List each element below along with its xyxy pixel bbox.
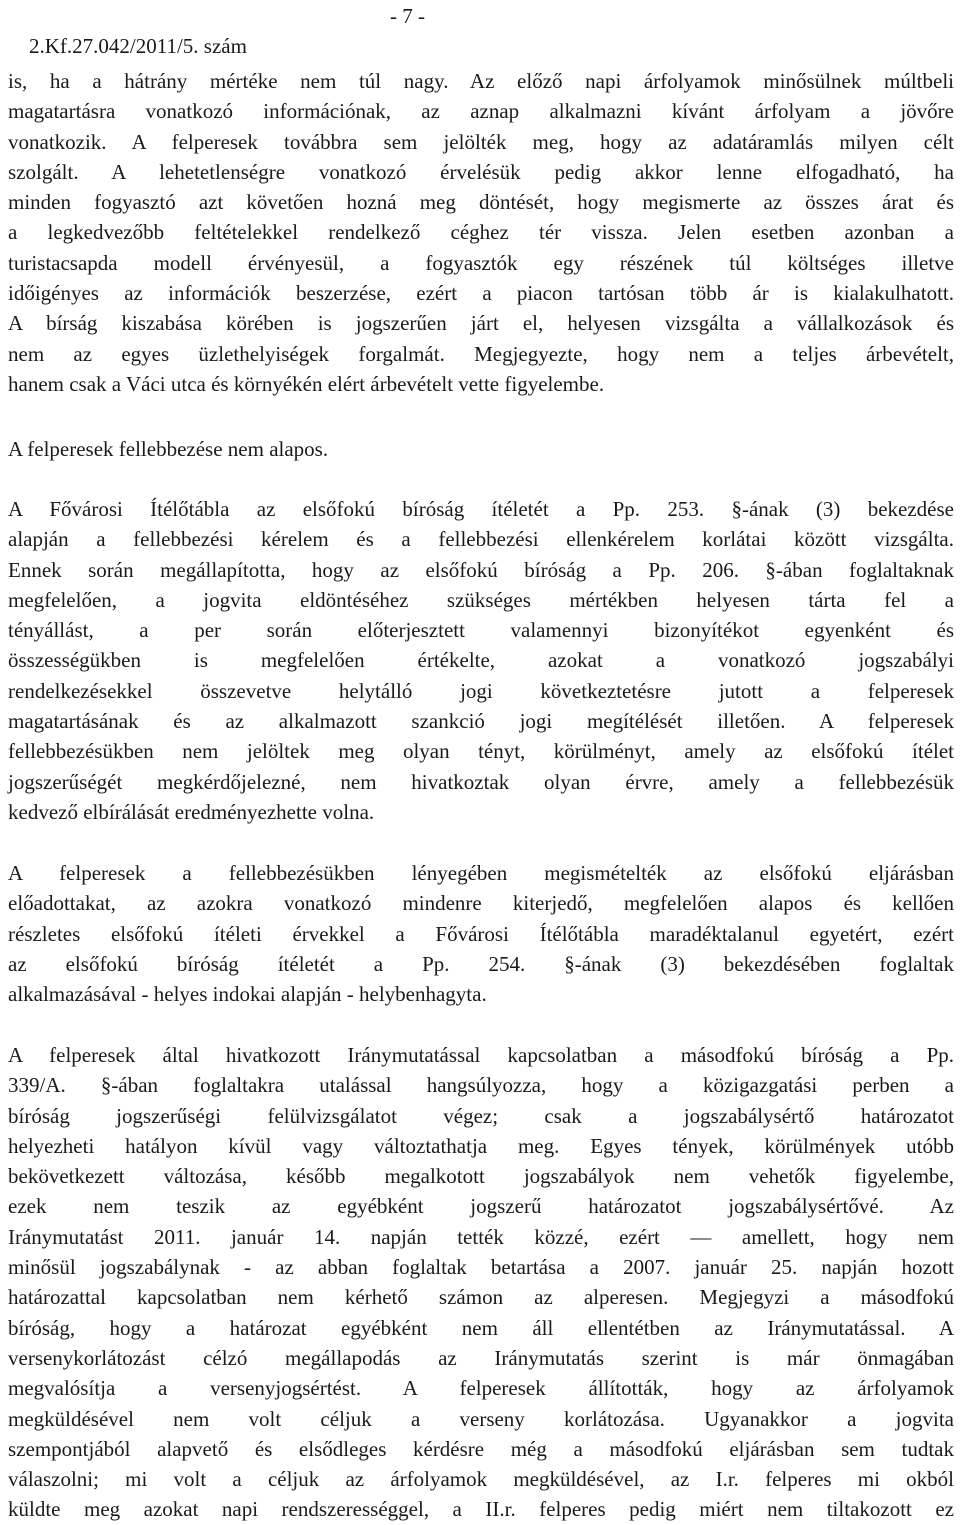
paragraph-4 [8,858,954,1009]
text-line: alkalmazásával - helyes indokai alapján - helybenhagyta. [8,982,487,1007]
text-line: A bírság kiszabása körében is jogszerűen járt el, helyesen vizsgálta a vállalkozások és [8,311,954,336]
text-line: megvalósítja a versenyjogsértést. A felperesek állították, hogy az árfolyamok [8,1376,954,1401]
text-line: fellebbezésükben nem jelöltek meg olyan tényt, körülményt, amely az elsőfokú ítélet [8,739,954,764]
text-line: versenykorlátozást célzó megállapodás az Iránymutatás szerint is már önmagában [8,1345,954,1370]
text-line: részletes elsőfokú ítéleti érvekkel a Fővárosi Ítélőtábla maradéktalanul egyetért, ezért [8,921,954,946]
case-reference: 2.Kf.27.042/2011/5. szám [29,34,247,58]
text-line: Ennek során megállapította, hogy az elsőfokú bíróság a Pp. 206. §-ában foglaltaknak [8,557,954,582]
text-line: szempontjából alapvető és elsődleges kérdésre még a másodfokú eljárásban sem tudtak [8,1436,954,1461]
text-line: jogszerűségét megkérdőjelezné, nem hivatkoztak olyan érvre, amely a fellebbezésük [8,769,954,794]
text-line: minősül jogszabálynak - az abban foglaltak betartása a 2007. január 25. napján hozott [8,1255,954,1280]
text-line: A felperesek által hivatkozott Iránymutatással kapcsolatban a másodfokú bíróság a Pp. [8,1043,954,1067]
text-line: ezek nem teszik az egyébként jogszerű határozatot jogszabálysértővé. Az [8,1194,954,1219]
text-line: magatartásra vonatkozó információnak, az aznap alkalmazni kívánt árfolyam a jövőre [8,99,954,124]
text-line: határozattal kapcsolatban nem kérhető számon az alperesen. Megjegyzi a másodfokú [8,1285,954,1310]
text-line: kedvező elbírálását eredményezhette volna. [8,799,375,824]
text-line: megküldésével nem volt céljuk a verseny korlátozása. Ugyanakkor a jogvita [8,1406,954,1431]
text-line: időigényes az információk beszerzése, ezért a piacon tartósan több ár is kialakulhatott. [8,281,954,306]
page-number: - 7 - [390,4,425,28]
text-line: a legkedvezőbb feltételekkel rendelkező céghez tér vissza. Jelen esetben azonban a [8,220,954,245]
text-line: az elsőfokú bíróság ítéletét a Pp. 254. §-ának (3) bekezdésében foglaltak [8,951,954,976]
text-line: szolgált. A lehetetlenségre vonatkozó érvelésük pedig akkor lenne elfogadható, ha [8,159,954,184]
text-line: tényállást, a per során előterjesztett valamennyi bizonyítékot egyenként és [8,618,954,643]
text-line: 339/A. §-ában foglaltakra utalással hangsúlyozza, hogy a közigazgatási perben a [8,1073,954,1098]
text-line: Iránymutatást 2011. január 14. napján tették közzé, ezért — amellett, hogy nem [8,1224,954,1249]
text-line: A Fővárosi Ítélőtábla az elsőfokú bíróság ítéletét a Pp. 253. §-ának (3) bekezdése [8,497,954,521]
text-line: is, ha a hátrány mértéke nem túl nagy. Az előző napi árfolyamok minősülnek múltbeli [8,69,954,93]
text-line: küldte meg azokat napi rendszerességgel, a II.r. felperes pedig miért nem tiltakozott ez [8,1497,954,1522]
text-line: turistacsapda modell érvényesül, a fogyasztók egy részének túl költséges illetve [8,250,954,275]
text-line: helyezheti hatályon kívül vagy változtathatja meg. Egyes tények, körülmények utóbb [8,1133,954,1158]
text-line: összességükben is megfelelően értékelte, azokat a vonatkozó jogszabályi [8,648,954,673]
paragraph-3 [8,494,954,827]
text-line: A felperesek fellebbezése nem alapos. [8,437,329,461]
text-line: megfelelően, a jogvita eldöntéséhez szükséges mértékben helyesen tárta fel a [8,587,954,612]
text-line: alapján a fellebbezési kérelem és a fellebbezési ellenkérelem korlátai között vizsgálta. [8,527,954,552]
paragraph-5 [8,1040,954,1525]
text-line: hanem csak a Váci utca és környékén elért árbevételt vette figyelembe. [8,371,605,396]
text-line: minden fogyasztó azt követően hozná meg döntését, hogy megismerte az összes árat és [8,190,954,215]
text-line: vonatkozik. A felperesek továbbra sem jelölték meg, hogy az adatáramlás milyen célt [8,129,954,154]
text-line: bekövetkezett változása, később megalkotott jogszabályok nem vehetők figyelembe, [8,1164,954,1189]
text-line: A felperesek a fellebbezésükben lényegében megismételték az elsőfokú eljárásban [8,861,954,885]
text-line: magatartásának és az alkalmazott szankció jogi megítélését illetően. A felperesek [8,709,954,734]
text-line: előadottakat, az azokra vonatkozó mindenre kiterjedő, megfelelően alapos és kellően [8,891,954,916]
text-line: rendelkezésekkel összevetve helytálló jogi következtetésre jutott a felperesek [8,678,954,703]
paragraph-1 [8,66,954,399]
text-line: nem az egyes üzlethelyiségek forgalmát. Megjegyezte, hogy nem a teljes árbevételt, [8,341,954,366]
text-line: bíróság, hogy a határozat egyébként nem áll ellentétben az Iránymutatással. A [8,1315,954,1340]
paragraph-2 [8,434,954,464]
text-line: bíróság jogszerűségi felülvizsgálatot végez; csak a jogszabálysértő határozatot [8,1103,954,1128]
text-line: válaszolni; mi volt a céljuk az árfolyamok megküldésével, az I.r. felperes mi okból [8,1467,954,1492]
